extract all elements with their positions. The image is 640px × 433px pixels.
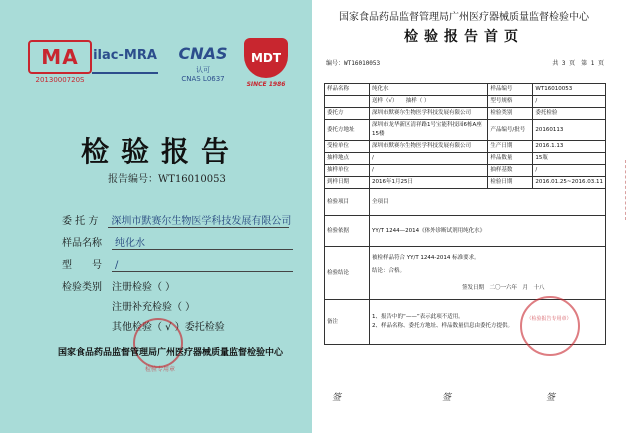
conclusion-text: 被检样品符合 YY/T 1244-2014 标准要求。 <box>372 254 480 261</box>
table-cell: 产品编号/批号 <box>488 120 533 141</box>
table-cell: 2016年1月25日 <box>370 177 488 189</box>
table-cell: / <box>370 165 488 177</box>
field-sample-name: 样品名称 纯化水 <box>62 234 293 250</box>
cover-issuer: 国家食品药品监督管理局广州医疗器械质量监督检验中心 <box>58 348 284 358</box>
row-remarks: 备注 1、报告中的“——”表示此项不适用。 2、样品名称、委托方地址、样品数量信息由委托方提供。 <box>325 300 606 345</box>
table-cell: 委托检验 <box>533 108 606 120</box>
table-cell: 到样日期 <box>325 177 370 189</box>
table-row <box>325 177 606 189</box>
cma-mark-icon: MA <box>28 40 92 74</box>
table-cell: 检验类别 <box>488 108 533 120</box>
table-cell: 样品数量 <box>488 153 533 165</box>
table-cell: / <box>533 165 606 177</box>
table-row <box>325 84 606 96</box>
table-cell: 检验日期 <box>488 177 533 189</box>
remark-1: 1、报告中的“——”表示此项不适用。 <box>372 314 464 320</box>
report-first-page <box>314 0 614 433</box>
report-title: 检验报告首页 <box>404 29 524 45</box>
cover-title: 检验报告 <box>80 135 241 168</box>
cnas-sub-cn: 认可 <box>196 66 210 74</box>
cnas-logo <box>168 40 238 84</box>
table-cell: 深圳市龙华新区清祥路1号宝能科技园6栋A座15楼 <box>370 120 488 141</box>
signature-tester: 签 <box>546 393 556 403</box>
cover-report-no: 报告编号：WT16010053 <box>108 174 226 185</box>
table-row <box>325 153 606 165</box>
cover-seal-icon <box>133 318 183 368</box>
table-cell: 2016.1.13 <box>533 141 606 153</box>
conclusion-result: 结论：合格。 <box>372 267 406 274</box>
table-row <box>325 108 606 120</box>
table-cell: 样品编号 <box>488 84 533 96</box>
table-cell: 抽样基数 <box>488 165 533 177</box>
table-cell: 抽样地点 <box>325 153 370 165</box>
table-cell: 送样（√） 抽样（ ） <box>370 96 488 108</box>
table-cell: 委托方 <box>325 108 370 120</box>
table-cell: 20160113 <box>533 120 606 141</box>
table-cell: / <box>533 96 606 108</box>
table-cell: 深圳市默赛尔生物医学科技发展有限公司 <box>370 141 488 153</box>
mdt-since: SINCE 1986 <box>246 81 286 88</box>
table-row <box>325 96 606 108</box>
cover-seal-text: 检验专用章 <box>144 366 175 373</box>
table-cell <box>325 96 370 108</box>
table-cell: 生产日期 <box>488 141 533 153</box>
row-basis: 检验依据 YY/T 1244—2014《体外诊断试剂用纯化水》 <box>325 216 606 247</box>
cma-logo <box>28 40 92 84</box>
signature-approver: 签 <box>332 393 342 403</box>
table-row <box>325 165 606 177</box>
mdt-logo <box>244 38 288 88</box>
report-cover <box>0 0 312 433</box>
table-cell: 型号规格 <box>488 96 533 108</box>
table-cell: 受检单位 <box>325 141 370 153</box>
ilac-logo <box>92 38 158 74</box>
remark-2: 2、样品名称、委托方地址、样品数量信息由委托方提供。 <box>372 323 514 329</box>
table-cell: 深圳市默赛尔生物医学科技发展有限公司 <box>370 108 488 120</box>
report-org: 国家食品药品监督管理局广州医疗器械质量监督检验中心 <box>339 12 589 23</box>
row-conclusion: 检验结论 被检样品符合 YY/T 1244-2014 标准要求。 结论：合格。 签发日期 二〇一六年 月 十八 <box>325 247 606 300</box>
table-cell: WT16010053 <box>533 84 606 96</box>
table-row <box>325 141 606 153</box>
cnas-mark-icon: CNAS <box>178 43 228 63</box>
issue-date: 签发日期 二〇一六年 月 十八 <box>462 284 545 291</box>
option-other: 其他检验（ √ ）委托检验 <box>112 322 225 333</box>
report-number: 编号：WT16010053 <box>326 60 381 67</box>
report-seal-text: （检验报告专用章） <box>526 316 572 322</box>
table-cell: 2016.01.25~2016.03.11 <box>533 177 606 189</box>
table-cell: / <box>370 153 488 165</box>
signature-reviewer: 签 <box>442 393 452 403</box>
row-items: 检验项目 全项目 <box>325 189 606 216</box>
table-cell: 纯化水 <box>370 84 488 96</box>
field-model: 型 号 / <box>62 256 293 272</box>
table-cell: 15瓶 <box>533 153 606 165</box>
option-supplementary: 注册补充检验（ ） <box>112 302 196 313</box>
table-cell: 抽样单位 <box>325 165 370 177</box>
page-edge-mark <box>625 160 636 220</box>
table-row <box>325 120 606 141</box>
field-client: 委 托 方 深圳市默赛尔生物医学科技发展有限公司 <box>62 212 289 228</box>
table-cell: 委托方地址 <box>325 120 370 141</box>
mdt-shield-icon: MDT <box>244 38 288 78</box>
field-test-type: 检验类别 注册检验（ ） <box>62 282 176 293</box>
report-seal-icon <box>520 296 580 356</box>
table-cell: 样品名称 <box>325 84 370 96</box>
cma-code: 2013000720S <box>35 76 85 84</box>
report-page: 共 3 页 第 1 页 <box>552 60 604 67</box>
cnas-code: CNAS L0637 <box>181 75 225 83</box>
ilac-mark-icon: ilac-MRA <box>92 38 158 74</box>
